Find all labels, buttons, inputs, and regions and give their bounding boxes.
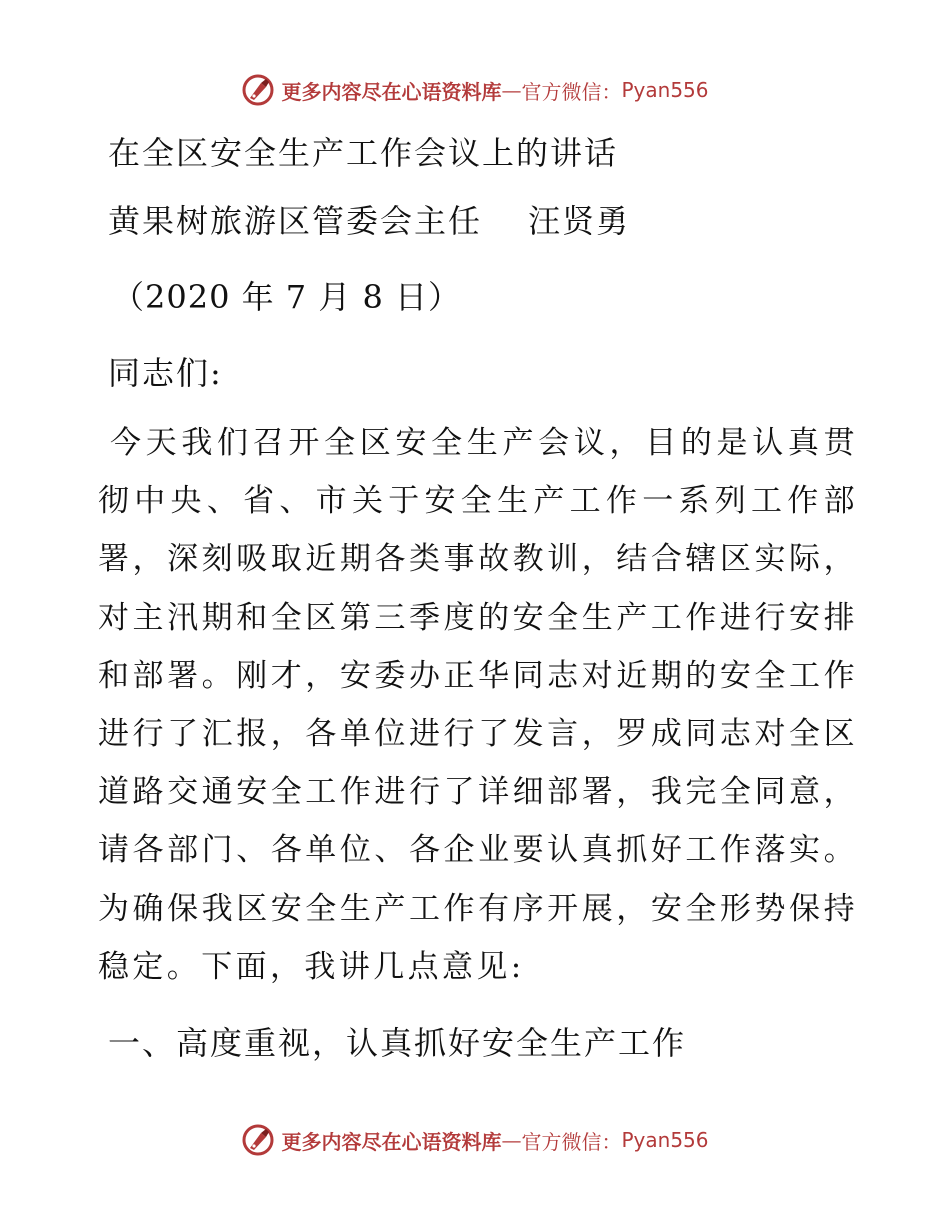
footer-watermark: [0, 1120, 950, 1160]
watermark-separator: —: [501, 1128, 522, 1152]
document-title: 在全区安全生产工作会议上的讲话: [108, 134, 619, 172]
watermark-handle: Pyan556: [621, 78, 709, 102]
section-1-heading: 一、高度重视，认真抓好安全生产工作: [108, 1024, 687, 1062]
document-paragraph-1: 今天我们召开全区安全生产会议，目的是认真贯彻中央、省、市关于安全生产工作一系列工作部署，深刻吸取近期各类事故教训，结合辖区实际，对主汛期和全区第三季度的安全生产工作进行安排和部署。刚才，安委办正华同志对近期的安全工作进行了汇报，各单位进行了发言，罗成同志对全区道路交通安全工作进行了详细部署，我完全同意，请各部门、各单位、各企业要认真抓好工作落实。为确保我区安全生产工作有序开展，安全形势保持稳定。下面，我讲几点意见:: [98, 425, 858, 985]
document-date: （2020 年 7 月 8 日）: [112, 278, 462, 316]
watermark-handle: Pyan556: [621, 1128, 709, 1152]
watermark-text: 更多内容尽在心语资料库: [281, 1129, 502, 1154]
watermark-separator: —: [501, 78, 522, 102]
pen-nib-logo-icon: [241, 1123, 275, 1157]
watermark-wechat-label: 官方微信：: [521, 79, 622, 104]
document-salutation: 同志们:: [108, 354, 223, 392]
document-speaker: 黄果树旅游区管委会主任 汪贤勇: [108, 202, 631, 240]
watermark-wechat-label: 官方微信：: [521, 1129, 622, 1154]
pen-nib-logo-icon: [241, 73, 275, 107]
watermark-text: 更多内容尽在心语资料库: [281, 79, 502, 104]
header-watermark: [0, 70, 950, 110]
